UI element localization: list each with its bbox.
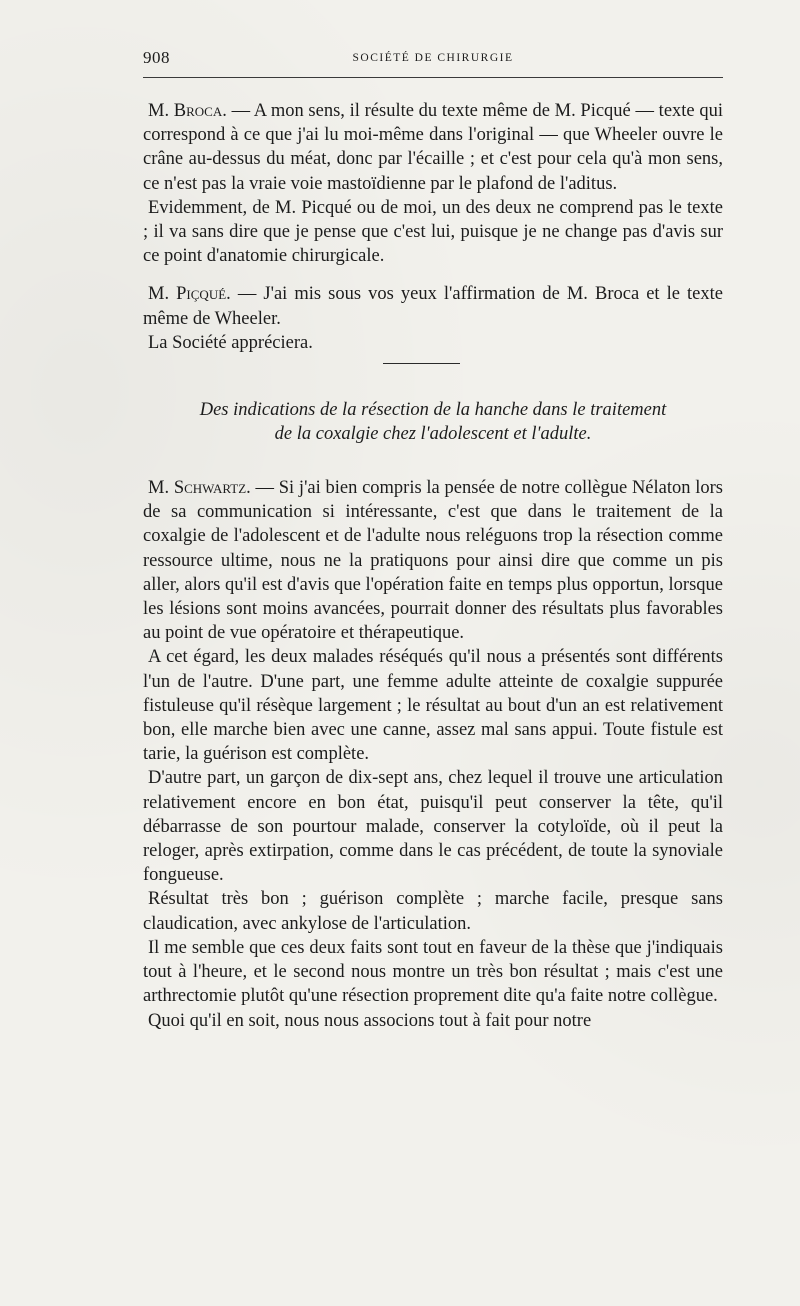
paragraph-picque <box>143 282 723 330</box>
paragraph-evidemment: Evidemment, de M. Picqué ou de moi, un des deux ne comprend pas le texte ; il va sans dire que je pense que c'est lui, puisque je ne change pas d'avis sur ce point d'anatomie chirurgicale. <box>143 197 723 267</box>
paragraph-il-me-semble: Il me semble que ces deux faits sont tout en faveur de la thèse que j'indiquais tout à l'heure, et le second nous montre un très bon résultat ; mais c'est une arthrectomie plutôt qu'une résection proprement dite qu'a faite notre collègue. <box>143 937 723 1007</box>
header-rule <box>143 77 723 78</box>
paragraph-broca <box>143 99 723 196</box>
paragraph-resultat: Résultat très bon ; guérison complète ; marche facile, presque sans claudication, avec ankylose de l'articulation. <box>143 889 723 934</box>
paragraph-picque-text: — J'ai mis sous vos yeux l'affirmation de M. Broca et le texte même de Wheeler. <box>143 284 723 329</box>
paragraph-dautre-part: D'autre part, un garçon de dix-sept ans, chez lequel il trouve une articulation relativement encore en bon état, puisqu'il peut conserver la tête, qu'il débarrasse de son pourtour malade, conserver la cotyloïde, où il peut la reloger, après extirpation, comme dans le cas précédent, de toute la synoviale fongueuse. <box>143 768 723 886</box>
section-title <box>143 398 723 446</box>
body-text <box>143 99 723 1033</box>
running-head: SOCIÉTÉ DE CHIRURGIE <box>352 52 514 64</box>
paragraph-a-cet-egard: A cet égard, les deux malades réséqués qu'il nous a présentés sont différents l'un de l'autre. D'une part, une femme adulte atteinte de coxalgie suppurée fistuleuse qu'il résèque largement ; le résultat au bout d'un an est relativement bon, elle marche bien avec une canne, assez mal sans appui. Toute fistule est tarie, la guérison est complète. <box>143 647 723 765</box>
speaker-broca: M. Broca. <box>148 101 227 121</box>
speaker-schwartz: M. Schwartz. <box>148 478 251 499</box>
paragraph-broca-text: — A mon sens, il résulte du texte même de M. Picqué — texte qui correspond à ce que j'ai lu moi-même dans l'original — que Wheeler ouvre le crâne au-dessus du méat, donc par l'écaille ; et c'est pour cela qu'à mon sens, ce n'est pas la vraie voie mastoïdienne par le plafond de l'aditus. <box>143 101 723 194</box>
paragraph-schwartz-text: — Si j'ai bien compris la pensée de notre collègue Nélaton lors de sa communication si intéressante, c'est que dans le traitement de la coxalgie de l'adolescent et de l'adulte nous reléguons trop la résection comme ressource ultime, nous ne la pratiquons pour ainsi dire que comme un pis aller, alors qu'il est d'avis que l'opération faite en temps plus opportun, lorsque les lésions sont moins avancées, pourrait donner des résultats plus favorables au point de vue opératoire et thérapeutique. <box>143 478 723 644</box>
page-number: 908 <box>143 48 170 67</box>
paragraph-gap <box>143 268 723 282</box>
paragraph-societe: La Société appréciera. <box>148 332 313 353</box>
section-title-line-2: de la coxalgie chez l'adolescent et l'adulte. <box>274 424 592 445</box>
separator-rule <box>383 363 460 364</box>
section-title-line-1: Des indications de la résection de la hanche dans le traitement <box>199 400 667 421</box>
page-header <box>143 48 723 70</box>
speaker-picque: M. Piçqué. <box>148 284 231 305</box>
paragraph-quoi-quil: Quoi qu'il en soit, nous nous associons tout à fait pour notre <box>148 1010 592 1031</box>
paragraph-schwartz <box>143 476 723 645</box>
